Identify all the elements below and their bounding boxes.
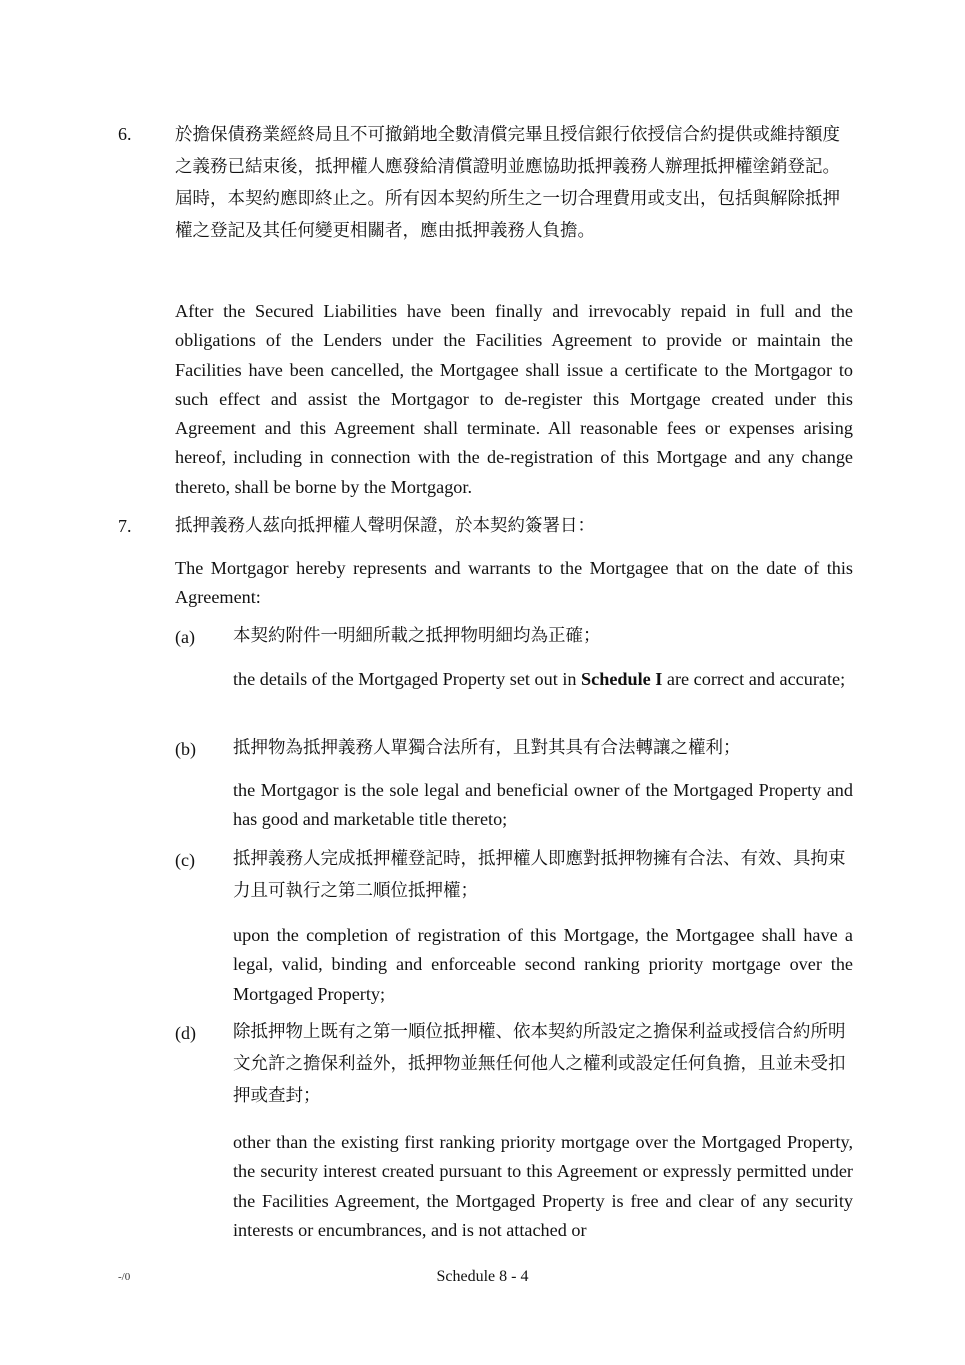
clause-d-label: (d) bbox=[175, 1023, 196, 1043]
clause-c-label: (c) bbox=[175, 850, 195, 870]
clause-a-chinese-text: 本契約附件一明細所載之抵押物明細均為正確； bbox=[233, 626, 601, 646]
item-7-number: 7. bbox=[118, 516, 132, 536]
clause-c-chinese-text: 抵押義務人完成抵押權登記時，抵押權人即應對抵押物擁有合法、有效、具拘束力且可執行之第二順位抵押權； bbox=[233, 849, 846, 901]
clause-a-label: (a) bbox=[175, 627, 195, 647]
clause-b-chinese-text: 抵押物為抵押義務人單獨合法所有，且對其具有合法轉讓之權利； bbox=[233, 738, 741, 758]
footer-document-code: -/0 bbox=[118, 1271, 131, 1283]
clause-b-english-text: the Mortgagor is the sole legal and beneficial owner of the Mortgaged Property and has good and marketable title thereto; bbox=[233, 780, 853, 830]
clause-b-label: (b) bbox=[175, 739, 196, 759]
clause-d-chinese-text: 除抵押物上既有之第一順位抵押權、依本契約所設定之擔保利益或授信合約所明文允許之擔保利益外，抵押物並無任何他人之權利或設定任何負擔，且並未受扣押或查封； bbox=[233, 1022, 846, 1106]
footer-page-number: Schedule 8 - 4 bbox=[436, 1268, 529, 1285]
item-6-number: 6. bbox=[118, 124, 132, 144]
clause-c-english-text: upon the completion of registration of this Mortgage, the Mortgagee shall have a legal, valid, binding and enforceable second ranking priority mortgage over the Mortgaged Property; bbox=[233, 925, 853, 1004]
item-7-chinese-text: 抵押義務人茲向抵押權人聲明保證，於本契約簽署日： bbox=[175, 516, 595, 536]
schedule-reference: Schedule I bbox=[581, 669, 663, 689]
item-7-english-text: The Mortgagor hereby represents and warrants to the Mortgagee that on the date of this Agreement: bbox=[175, 558, 853, 608]
item-6-chinese-text: 於擔保債務業經終局且不可撤銷地全數清償完畢且授信銀行依授信合約提供或維持額度之義務已結束後，抵押權人應發給清償證明並應協助抵押義務人辦理抵押權塗銷登記。屆時，本契約應即終止之。所有因本契約所生之一切合理費用或支出，包括與解除抵押權之登記及其任何變更相關者，應由抵押義務人負擔。 bbox=[175, 125, 840, 241]
item-6-english-text: After the Secured Liabilities have been finally and irrevocably repaid in full and the obligations of the Lenders under the Facilities Agreement to provide or maintain the Facilities have been cancelled, the Mortgagee shall issue a certificate to the Mortgagor to such effect and assist the Mortgagor to de-register this Mortgage created under this Agreement and this Agreement shall terminate. All reasonable fees or expenses arising hereof, including in connection with the de-registration of this Mortgage and any change thereto, shall be borne by the Mortgagor. bbox=[175, 301, 853, 497]
clause-a-english-text: the details of the Mortgaged Property set out in Schedule I are correct and accurate; bbox=[233, 669, 846, 689]
clause-d-english-text: other than the existing first ranking priority mortgage over the Mortgaged Property, the security interest created pursuant to this Agreement or expressly permitted under the Facilities Agreement, the Mortgaged Property is free and clear of any security interests or encumbrances, and is not attached or bbox=[233, 1132, 853, 1240]
